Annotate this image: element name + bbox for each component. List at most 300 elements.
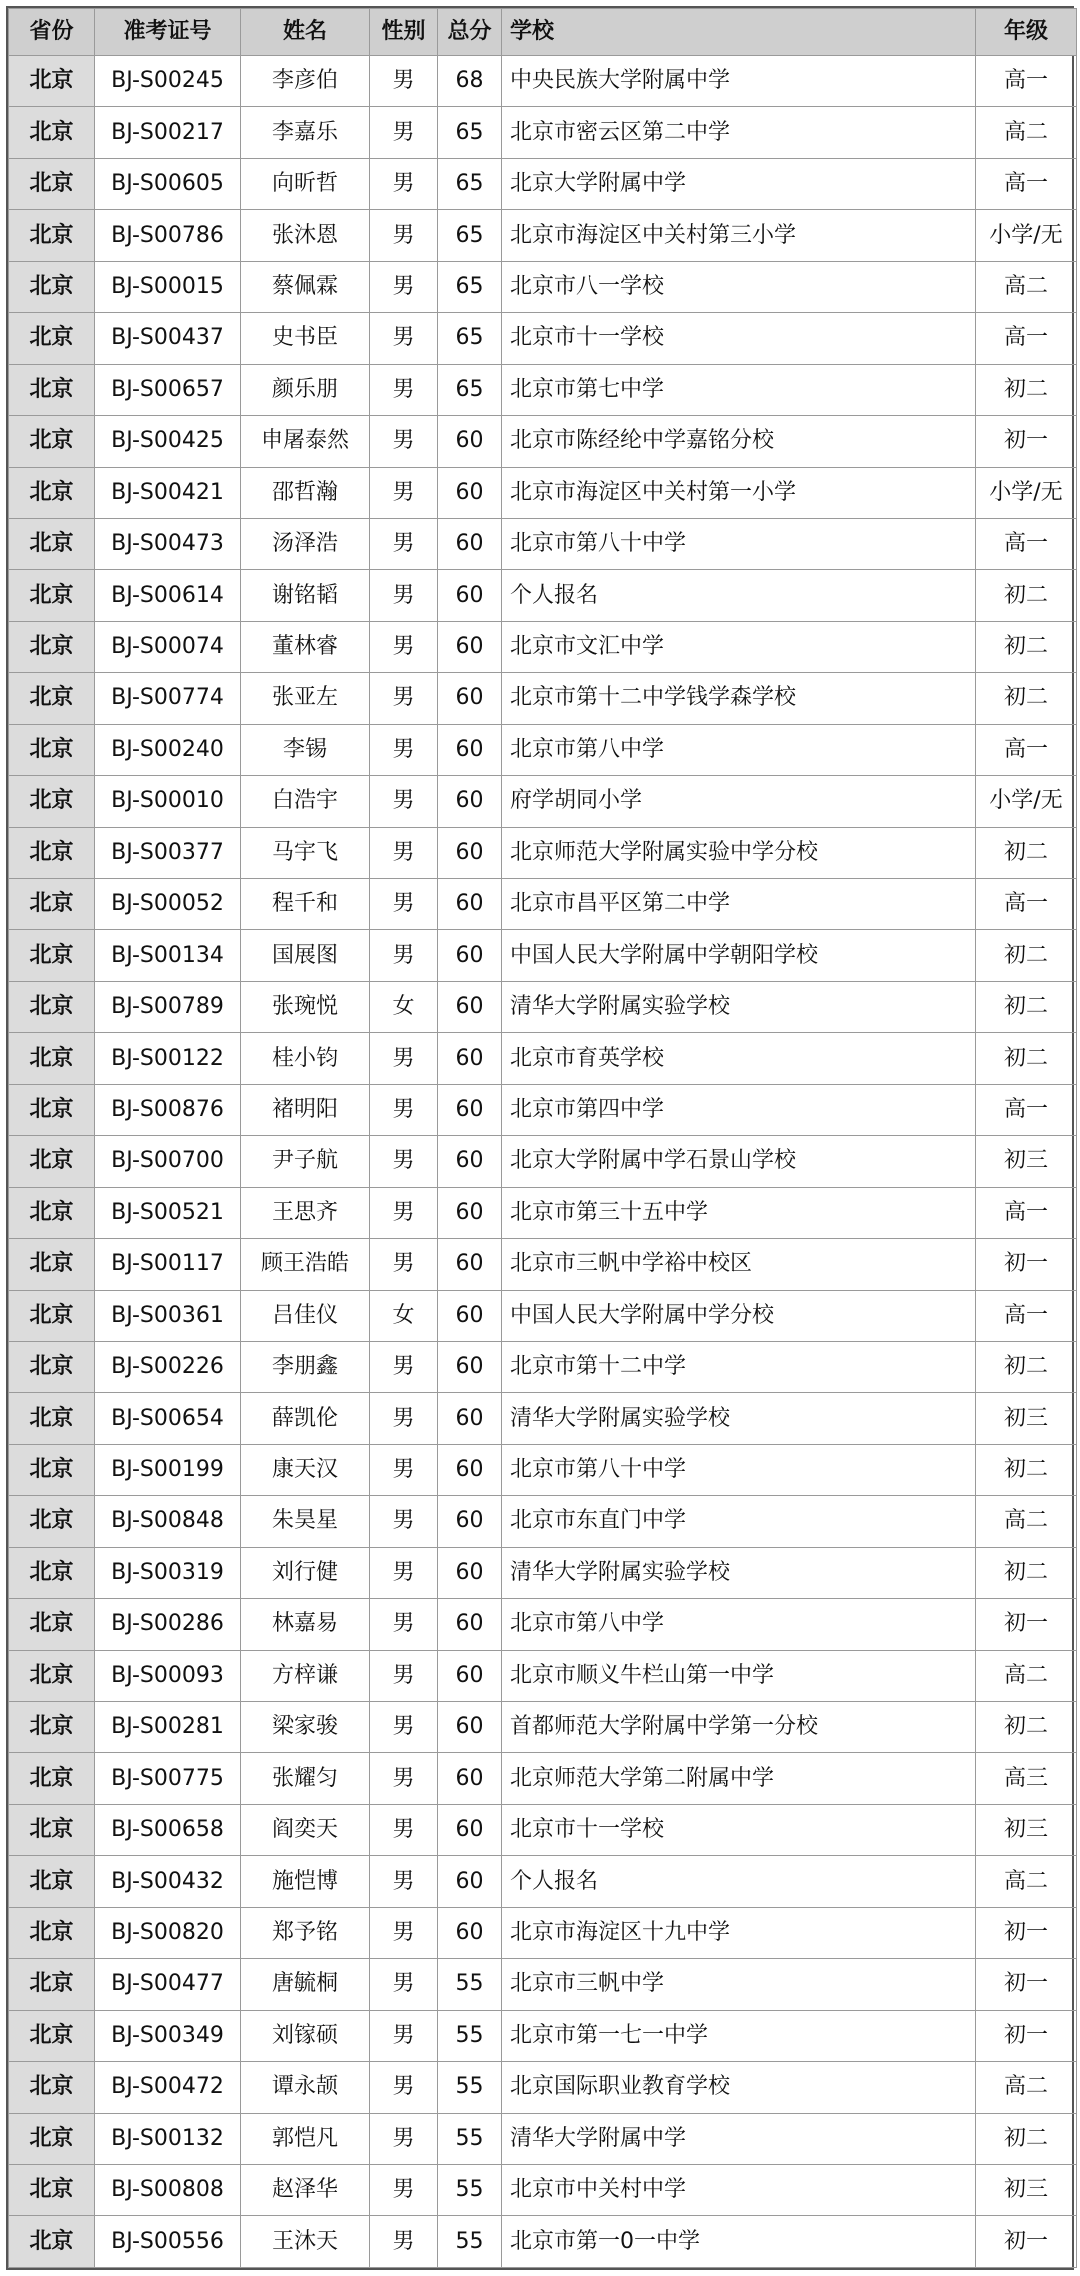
table-row — [9, 1290, 1077, 1341]
cell-grade: 小学/无 — [976, 210, 1077, 261]
cell-grade: 初一 — [976, 2010, 1077, 2061]
header-grade: 年级 — [976, 9, 1077, 56]
cell-province: 北京 — [9, 1033, 95, 1084]
cell-name: 王思齐 — [241, 1187, 370, 1238]
cell-score: 60 — [438, 1290, 502, 1341]
cell-gender: 男 — [370, 1547, 438, 1598]
cell-exam-id: BJ-S00472 — [95, 2062, 241, 2113]
cell-school: 北京师范大学第二附属中学 — [502, 1753, 976, 1804]
cell-province: 北京 — [9, 1290, 95, 1341]
cell-score: 60 — [438, 776, 502, 827]
cell-school: 清华大学附属实验学校 — [502, 981, 976, 1032]
cell-exam-id: BJ-S00432 — [95, 1856, 241, 1907]
cell-name: 程千和 — [241, 879, 370, 930]
cell-grade: 高二 — [976, 1650, 1077, 1701]
cell-name: 白浩宇 — [241, 776, 370, 827]
cell-name: 谢铭韬 — [241, 570, 370, 621]
table-row — [9, 1187, 1077, 1238]
cell-school: 清华大学附属实验学校 — [502, 1547, 976, 1598]
table-row — [9, 107, 1077, 158]
cell-province: 北京 — [9, 1444, 95, 1495]
cell-grade: 初一 — [976, 1959, 1077, 2010]
cell-exam-id: BJ-S00614 — [95, 570, 241, 621]
cell-school: 北京市顺义牛栏山第一中学 — [502, 1650, 976, 1701]
cell-score: 60 — [438, 1496, 502, 1547]
cell-grade: 小学/无 — [976, 467, 1077, 518]
cell-grade: 初一 — [976, 416, 1077, 467]
cell-name: 康天汉 — [241, 1444, 370, 1495]
cell-score: 60 — [438, 930, 502, 981]
cell-gender: 男 — [370, 1599, 438, 1650]
cell-name: 尹子航 — [241, 1136, 370, 1187]
cell-exam-id: BJ-S00789 — [95, 981, 241, 1032]
cell-name: 刘行健 — [241, 1547, 370, 1598]
cell-province: 北京 — [9, 1341, 95, 1392]
cell-school: 北京市第八十中学 — [502, 518, 976, 569]
table-row — [9, 2164, 1077, 2215]
cell-exam-id: BJ-S00286 — [95, 1599, 241, 1650]
header-school: 学校 — [502, 9, 976, 56]
cell-province: 北京 — [9, 1393, 95, 1444]
cell-exam-id: BJ-S00437 — [95, 313, 241, 364]
cell-score: 60 — [438, 879, 502, 930]
cell-grade: 高二 — [976, 107, 1077, 158]
cell-gender: 男 — [370, 570, 438, 621]
cell-province: 北京 — [9, 416, 95, 467]
table-row — [9, 1753, 1077, 1804]
table-header-row — [9, 9, 1077, 56]
cell-exam-id: BJ-S00477 — [95, 1959, 241, 2010]
cell-gender: 男 — [370, 518, 438, 569]
cell-name: 申屠泰然 — [241, 416, 370, 467]
cell-exam-id: BJ-S00122 — [95, 1033, 241, 1084]
cell-school: 北京市第三十五中学 — [502, 1187, 976, 1238]
cell-name: 张沐恩 — [241, 210, 370, 261]
cell-gender: 男 — [370, 56, 438, 107]
table-body — [9, 56, 1077, 2268]
cell-score: 60 — [438, 570, 502, 621]
cell-province: 北京 — [9, 467, 95, 518]
cell-school: 北京大学附属中学 — [502, 158, 976, 209]
cell-gender: 女 — [370, 1290, 438, 1341]
cell-gender: 男 — [370, 879, 438, 930]
cell-gender: 男 — [370, 158, 438, 209]
cell-province: 北京 — [9, 1239, 95, 1290]
cell-gender: 男 — [370, 1856, 438, 1907]
cell-name: 张亚左 — [241, 673, 370, 724]
cell-score: 55 — [438, 2062, 502, 2113]
table-row — [9, 827, 1077, 878]
cell-province: 北京 — [9, 1907, 95, 1958]
cell-school: 北京市十一学校 — [502, 313, 976, 364]
cell-school: 北京市第十二中学钱学森学校 — [502, 673, 976, 724]
cell-school: 北京市第一七一中学 — [502, 2010, 976, 2061]
cell-gender: 男 — [370, 1033, 438, 1084]
cell-grade: 高二 — [976, 2062, 1077, 2113]
cell-grade: 高二 — [976, 1496, 1077, 1547]
cell-gender: 男 — [370, 1084, 438, 1135]
cell-name: 汤泽浩 — [241, 518, 370, 569]
cell-exam-id: BJ-S00421 — [95, 467, 241, 518]
cell-province: 北京 — [9, 1753, 95, 1804]
cell-school: 清华大学附属实验学校 — [502, 1393, 976, 1444]
cell-grade: 高一 — [976, 1084, 1077, 1135]
cell-gender: 男 — [370, 1753, 438, 1804]
cell-grade: 高二 — [976, 1856, 1077, 1907]
cell-gender: 女 — [370, 981, 438, 1032]
cell-name: 薛凯伦 — [241, 1393, 370, 1444]
cell-province: 北京 — [9, 1856, 95, 1907]
cell-school: 个人报名 — [502, 1856, 976, 1907]
cell-province: 北京 — [9, 2113, 95, 2164]
cell-gender: 男 — [370, 467, 438, 518]
cell-school: 北京市第七中学 — [502, 364, 976, 415]
cell-school: 中国人民大学附属中学分校 — [502, 1290, 976, 1341]
cell-gender: 男 — [370, 776, 438, 827]
cell-school: 清华大学附属中学 — [502, 2113, 976, 2164]
cell-province: 北京 — [9, 621, 95, 672]
cell-grade: 初三 — [976, 1136, 1077, 1187]
cell-exam-id: BJ-S00876 — [95, 1084, 241, 1135]
cell-grade: 初二 — [976, 1444, 1077, 1495]
cell-province: 北京 — [9, 518, 95, 569]
cell-school: 北京市第八中学 — [502, 1599, 976, 1650]
cell-school: 北京市文汇中学 — [502, 621, 976, 672]
cell-score: 60 — [438, 1907, 502, 1958]
table-row — [9, 1239, 1077, 1290]
cell-grade: 初二 — [976, 1341, 1077, 1392]
cell-gender: 男 — [370, 1650, 438, 1701]
table-row — [9, 1599, 1077, 1650]
cell-score: 60 — [438, 1856, 502, 1907]
cell-score: 55 — [438, 2113, 502, 2164]
cell-score: 60 — [438, 1187, 502, 1238]
table-row — [9, 518, 1077, 569]
cell-score: 55 — [438, 1959, 502, 2010]
cell-grade: 初二 — [976, 364, 1077, 415]
cell-gender: 男 — [370, 1496, 438, 1547]
cell-exam-id: BJ-S00473 — [95, 518, 241, 569]
cell-gender: 男 — [370, 1444, 438, 1495]
cell-grade: 高一 — [976, 313, 1077, 364]
cell-score: 60 — [438, 1547, 502, 1598]
cell-province: 北京 — [9, 107, 95, 158]
cell-exam-id: BJ-S00775 — [95, 1753, 241, 1804]
table-row — [9, 364, 1077, 415]
cell-exam-id: BJ-S00074 — [95, 621, 241, 672]
cell-exam-id: BJ-S00093 — [95, 1650, 241, 1701]
cell-grade: 高一 — [976, 724, 1077, 775]
table-row — [9, 2062, 1077, 2113]
header-gender: 性别 — [370, 9, 438, 56]
cell-name: 蔡佩霖 — [241, 261, 370, 312]
cell-province: 北京 — [9, 364, 95, 415]
cell-school: 北京市密云区第二中学 — [502, 107, 976, 158]
table-row — [9, 1496, 1077, 1547]
cell-name: 唐毓桐 — [241, 1959, 370, 2010]
cell-gender: 男 — [370, 1239, 438, 1290]
table-row — [9, 1907, 1077, 1958]
cell-score: 60 — [438, 1599, 502, 1650]
table-row — [9, 930, 1077, 981]
cell-grade: 初二 — [976, 673, 1077, 724]
cell-score: 55 — [438, 2010, 502, 2061]
cell-province: 北京 — [9, 570, 95, 621]
cell-name: 郑予铭 — [241, 1907, 370, 1958]
cell-exam-id: BJ-S00654 — [95, 1393, 241, 1444]
cell-score: 60 — [438, 1753, 502, 1804]
cell-name: 方梓谦 — [241, 1650, 370, 1701]
cell-score: 60 — [438, 673, 502, 724]
cell-gender: 男 — [370, 2010, 438, 2061]
table-row — [9, 724, 1077, 775]
table-row — [9, 570, 1077, 621]
cell-province: 北京 — [9, 1804, 95, 1855]
cell-score: 60 — [438, 1650, 502, 1701]
cell-province: 北京 — [9, 827, 95, 878]
cell-school: 北京市海淀区十九中学 — [502, 1907, 976, 1958]
cell-score: 60 — [438, 1033, 502, 1084]
cell-score: 60 — [438, 416, 502, 467]
cell-grade: 初一 — [976, 1907, 1077, 1958]
cell-exam-id: BJ-S00134 — [95, 930, 241, 981]
cell-score: 60 — [438, 1702, 502, 1753]
cell-exam-id: BJ-S00657 — [95, 364, 241, 415]
cell-exam-id: BJ-S00556 — [95, 2216, 241, 2268]
cell-province: 北京 — [9, 2010, 95, 2061]
cell-score: 65 — [438, 313, 502, 364]
cell-gender: 男 — [370, 364, 438, 415]
cell-school: 北京市第八十中学 — [502, 1444, 976, 1495]
cell-province: 北京 — [9, 1599, 95, 1650]
cell-name: 谭永颉 — [241, 2062, 370, 2113]
cell-province: 北京 — [9, 1959, 95, 2010]
cell-province: 北京 — [9, 1136, 95, 1187]
cell-gender: 男 — [370, 107, 438, 158]
cell-exam-id: BJ-S00820 — [95, 1907, 241, 1958]
cell-school: 个人报名 — [502, 570, 976, 621]
cell-school: 中国人民大学附属中学朝阳学校 — [502, 930, 976, 981]
cell-gender: 男 — [370, 1341, 438, 1392]
table-row — [9, 56, 1077, 107]
cell-province: 北京 — [9, 930, 95, 981]
cell-score: 65 — [438, 210, 502, 261]
cell-score: 65 — [438, 158, 502, 209]
cell-province: 北京 — [9, 2062, 95, 2113]
cell-exam-id: BJ-S00015 — [95, 261, 241, 312]
cell-province: 北京 — [9, 313, 95, 364]
cell-name: 刘镓硕 — [241, 2010, 370, 2061]
cell-exam-id: BJ-S00361 — [95, 1290, 241, 1341]
cell-name: 张耀匀 — [241, 1753, 370, 1804]
cell-score: 65 — [438, 364, 502, 415]
cell-school: 北京市海淀区中关村第三小学 — [502, 210, 976, 261]
table-row — [9, 210, 1077, 261]
cell-grade: 初三 — [976, 1804, 1077, 1855]
cell-province: 北京 — [9, 724, 95, 775]
cell-score: 60 — [438, 1804, 502, 1855]
cell-name: 向昕哲 — [241, 158, 370, 209]
cell-score: 60 — [438, 1136, 502, 1187]
cell-school: 北京市中关村中学 — [502, 2164, 976, 2215]
cell-grade: 高一 — [976, 879, 1077, 930]
table-row — [9, 1084, 1077, 1135]
table-row — [9, 673, 1077, 724]
cell-grade: 高一 — [976, 1290, 1077, 1341]
cell-name: 史书臣 — [241, 313, 370, 364]
cell-exam-id: BJ-S00010 — [95, 776, 241, 827]
table-row — [9, 2113, 1077, 2164]
cell-province: 北京 — [9, 1084, 95, 1135]
cell-province: 北京 — [9, 158, 95, 209]
cell-grade: 初二 — [976, 570, 1077, 621]
results-table-container — [6, 6, 1074, 2270]
cell-school: 北京市育英学校 — [502, 1033, 976, 1084]
cell-score: 60 — [438, 827, 502, 878]
table-row — [9, 1702, 1077, 1753]
cell-school: 北京市第十二中学 — [502, 1341, 976, 1392]
cell-exam-id: BJ-S00117 — [95, 1239, 241, 1290]
cell-exam-id: BJ-S00319 — [95, 1547, 241, 1598]
cell-gender: 男 — [370, 2164, 438, 2215]
cell-province: 北京 — [9, 1547, 95, 1598]
cell-name: 王沐天 — [241, 2216, 370, 2268]
cell-exam-id: BJ-S00349 — [95, 2010, 241, 2061]
cell-gender: 男 — [370, 1702, 438, 1753]
cell-school: 府学胡同小学 — [502, 776, 976, 827]
table-row — [9, 776, 1077, 827]
cell-score: 60 — [438, 1239, 502, 1290]
cell-name: 李嘉乐 — [241, 107, 370, 158]
cell-name: 施恺博 — [241, 1856, 370, 1907]
cell-grade: 初三 — [976, 2164, 1077, 2215]
cell-score: 60 — [438, 1084, 502, 1135]
cell-gender: 男 — [370, 261, 438, 312]
header-province: 省份 — [9, 9, 95, 56]
cell-grade: 初一 — [976, 1599, 1077, 1650]
table-row — [9, 621, 1077, 672]
cell-score: 60 — [438, 1444, 502, 1495]
cell-grade: 高二 — [976, 261, 1077, 312]
cell-score: 68 — [438, 56, 502, 107]
cell-score: 65 — [438, 261, 502, 312]
cell-name: 李锡 — [241, 724, 370, 775]
table-row — [9, 1547, 1077, 1598]
cell-exam-id: BJ-S00199 — [95, 1444, 241, 1495]
table-row — [9, 1650, 1077, 1701]
cell-gender: 男 — [370, 416, 438, 467]
table-row — [9, 1804, 1077, 1855]
cell-school: 北京市第四中学 — [502, 1084, 976, 1135]
cell-province: 北京 — [9, 776, 95, 827]
cell-exam-id: BJ-S00658 — [95, 1804, 241, 1855]
table-row — [9, 1033, 1077, 1084]
cell-exam-id: BJ-S00217 — [95, 107, 241, 158]
table-row — [9, 1341, 1077, 1392]
cell-grade: 初一 — [976, 2216, 1077, 2268]
header-name: 姓名 — [241, 9, 370, 56]
cell-grade: 高三 — [976, 1753, 1077, 1804]
cell-exam-id: BJ-S00605 — [95, 158, 241, 209]
table-row — [9, 2216, 1077, 2268]
cell-exam-id: BJ-S00052 — [95, 879, 241, 930]
cell-province: 北京 — [9, 2216, 95, 2268]
cell-name: 董林睿 — [241, 621, 370, 672]
cell-grade: 初三 — [976, 1393, 1077, 1444]
cell-province: 北京 — [9, 981, 95, 1032]
cell-province: 北京 — [9, 2164, 95, 2215]
cell-score: 60 — [438, 1341, 502, 1392]
cell-grade: 高一 — [976, 56, 1077, 107]
cell-grade: 初二 — [976, 1547, 1077, 1598]
cell-gender: 男 — [370, 1187, 438, 1238]
cell-name: 颜乐朋 — [241, 364, 370, 415]
cell-name: 朱昊星 — [241, 1496, 370, 1547]
table-row — [9, 1393, 1077, 1444]
table-row — [9, 981, 1077, 1032]
cell-school: 北京市八一学校 — [502, 261, 976, 312]
cell-school: 北京大学附属中学石景山学校 — [502, 1136, 976, 1187]
cell-exam-id: BJ-S00245 — [95, 56, 241, 107]
table-row — [9, 1856, 1077, 1907]
cell-grade: 初二 — [976, 1702, 1077, 1753]
cell-province: 北京 — [9, 673, 95, 724]
cell-province: 北京 — [9, 56, 95, 107]
cell-school: 北京市十一学校 — [502, 1804, 976, 1855]
cell-score: 60 — [438, 621, 502, 672]
cell-gender: 男 — [370, 2216, 438, 2268]
cell-exam-id: BJ-S00132 — [95, 2113, 241, 2164]
cell-grade: 初一 — [976, 1239, 1077, 1290]
cell-school: 北京师范大学附属实验中学分校 — [502, 827, 976, 878]
results-table — [8, 8, 1077, 2268]
cell-grade: 初二 — [976, 621, 1077, 672]
cell-score: 60 — [438, 981, 502, 1032]
cell-exam-id: BJ-S00281 — [95, 1702, 241, 1753]
cell-school: 北京市东直门中学 — [502, 1496, 976, 1547]
cell-gender: 男 — [370, 313, 438, 364]
cell-exam-id: BJ-S00848 — [95, 1496, 241, 1547]
cell-grade: 初二 — [976, 1033, 1077, 1084]
cell-school: 北京市三帆中学 — [502, 1959, 976, 2010]
cell-school: 北京市第八中学 — [502, 724, 976, 775]
cell-province: 北京 — [9, 261, 95, 312]
table-row — [9, 1136, 1077, 1187]
cell-gender: 男 — [370, 2113, 438, 2164]
cell-school: 北京市陈经纶中学嘉铭分校 — [502, 416, 976, 467]
cell-grade: 小学/无 — [976, 776, 1077, 827]
cell-score: 60 — [438, 1393, 502, 1444]
cell-grade: 初二 — [976, 930, 1077, 981]
table-row — [9, 879, 1077, 930]
header-score: 总分 — [438, 9, 502, 56]
cell-gender: 男 — [370, 1959, 438, 2010]
cell-province: 北京 — [9, 210, 95, 261]
cell-province: 北京 — [9, 1187, 95, 1238]
cell-exam-id: BJ-S00240 — [95, 724, 241, 775]
cell-gender: 男 — [370, 210, 438, 261]
cell-name: 吕佳仪 — [241, 1290, 370, 1341]
cell-grade: 初二 — [976, 2113, 1077, 2164]
cell-name: 赵泽华 — [241, 2164, 370, 2215]
cell-school: 北京市三帆中学裕中校区 — [502, 1239, 976, 1290]
cell-exam-id: BJ-S00521 — [95, 1187, 241, 1238]
cell-score: 60 — [438, 518, 502, 569]
cell-gender: 男 — [370, 724, 438, 775]
cell-gender: 男 — [370, 1907, 438, 1958]
cell-score: 55 — [438, 2216, 502, 2268]
cell-name: 马宇飞 — [241, 827, 370, 878]
